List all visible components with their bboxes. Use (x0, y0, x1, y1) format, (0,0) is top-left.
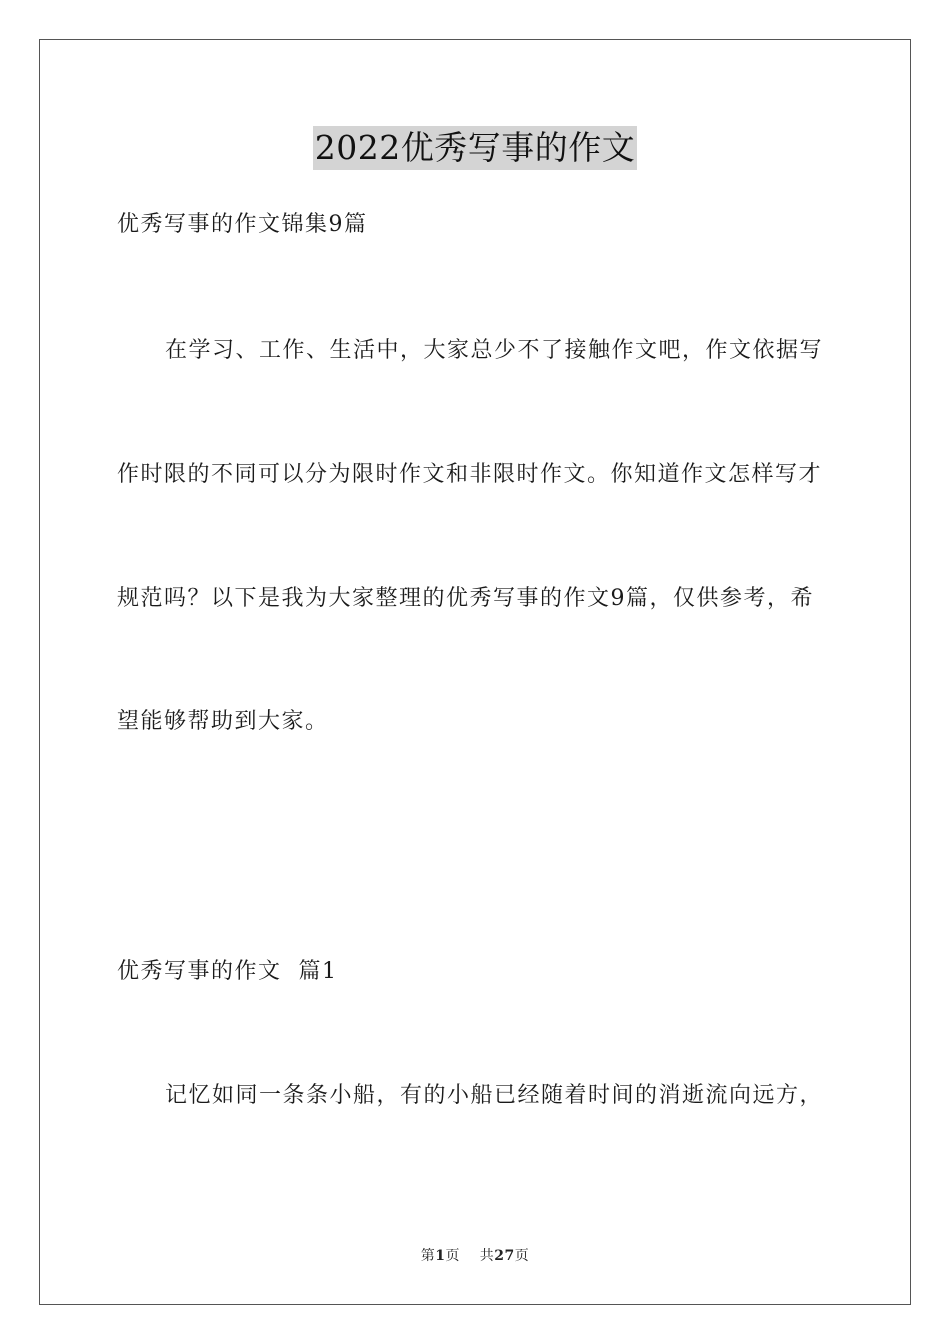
document-title: 2022优秀写事的作文 (313, 126, 637, 170)
footer-total-suffix: 页 (514, 1248, 530, 1264)
section-heading: 优秀写事的作文 篇1 (117, 959, 338, 984)
footer-page-suffix: 页 (445, 1248, 460, 1264)
footer-total-prefix: 共 (479, 1248, 495, 1264)
intro-paragraph-line-4: 望能够帮助到大家。 (117, 709, 329, 734)
intro-paragraph-line-2: 作时限的不同可以分为限时作文和非限时作文。你知道作文怎样写才 (117, 462, 823, 487)
document-subtitle: 优秀写事的作文锦集9篇 (117, 212, 368, 237)
intro-paragraph-line-1: 在学习、工作、生活中，大家总少不了接触作文吧，作文依据写 (165, 338, 824, 363)
page-footer (0, 1246, 950, 1266)
footer-total-pages: 27 (494, 1248, 515, 1264)
footer-page-number: 1 (435, 1248, 446, 1264)
intro-paragraph-line-3: 规范吗？以下是我为大家整理的优秀写事的作文9篇，仅供参考，希 (117, 586, 814, 611)
title-container (0, 126, 950, 170)
section-paragraph-line-1: 记忆如同一条条小船，有的小船已经随着时间的消逝流向远方， (165, 1083, 824, 1108)
footer-page-prefix: 第 (420, 1248, 436, 1264)
